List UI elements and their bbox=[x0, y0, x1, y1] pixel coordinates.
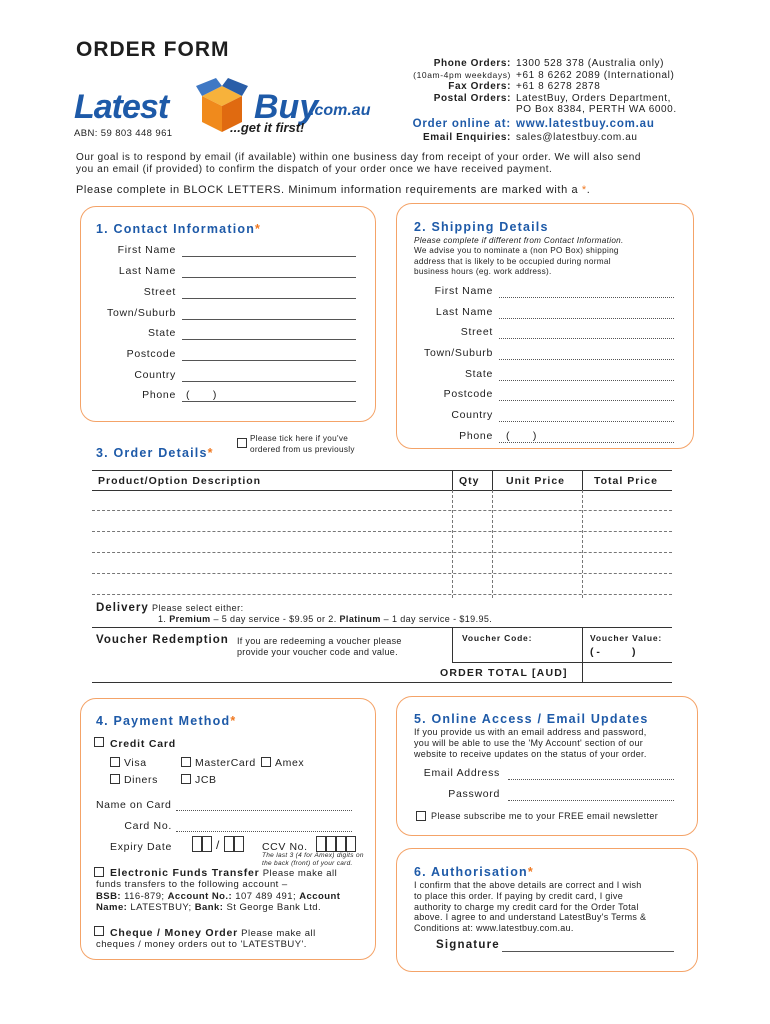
ship-state-field[interactable] bbox=[499, 380, 674, 381]
card-no-label: Card No. bbox=[124, 820, 172, 832]
phone-orders-label: Phone Orders: bbox=[433, 58, 511, 69]
ship-country-field[interactable] bbox=[499, 421, 674, 422]
mastercard-label: MasterCard bbox=[195, 757, 256, 769]
contact-street-label: Street bbox=[143, 286, 176, 298]
expiry-month-digit-2[interactable] bbox=[202, 836, 212, 852]
contact-info-title: 1. Contact Information bbox=[96, 222, 256, 236]
logo-word-latest: Latest bbox=[74, 88, 169, 126]
logo-word-buy: Buy bbox=[254, 88, 319, 126]
delivery-option-suffix: – 1 day service - $19.95. bbox=[380, 614, 493, 624]
abn: ABN: 59 803 448 961 bbox=[74, 128, 173, 139]
voucher-value-field[interactable]: ( - ) bbox=[590, 646, 636, 658]
expiry-date-label: Expiry Date bbox=[110, 841, 172, 853]
order-table bbox=[92, 470, 672, 598]
expiry-month-digit-1[interactable] bbox=[192, 836, 202, 852]
eft-line-1: funds transfers to the following account – bbox=[96, 879, 288, 890]
ccv-digit-3[interactable] bbox=[336, 836, 346, 852]
contact-postcode-field[interactable] bbox=[182, 360, 356, 361]
order-online-label: Order online at: bbox=[412, 118, 511, 130]
cheque-title: Cheque / Money Order bbox=[110, 927, 239, 939]
eft-title: Electronic Funds Transfer bbox=[110, 867, 260, 879]
required-asterisk: * bbox=[581, 184, 587, 196]
email-enquiries-label: Email Enquiries: bbox=[423, 132, 511, 143]
expiry-year-digit-1[interactable] bbox=[224, 836, 234, 852]
fax-orders-label: Fax Orders: bbox=[448, 81, 511, 93]
password-label: Password bbox=[448, 788, 500, 800]
ordered-before-line-2: ordered from us previously bbox=[250, 444, 355, 454]
credit-card-checkbox[interactable] bbox=[94, 737, 104, 747]
cheque-note: Please make all bbox=[241, 928, 316, 939]
account-name-label-1: Account bbox=[299, 890, 341, 902]
card-no-field[interactable] bbox=[176, 831, 352, 832]
contact-phone-area-code: ( ) bbox=[186, 389, 217, 401]
ccv-note-1: The last 3 (4 for Amex) digits on bbox=[262, 852, 364, 859]
shipping-note-4: business hours (eg. work address). bbox=[414, 267, 552, 276]
mastercard-checkbox[interactable] bbox=[181, 757, 191, 767]
account-name-value: LATESTBUY; bbox=[130, 902, 192, 913]
intro-line-2: you an email (if provided) to confirm the dispatch of your order once we have received payment. bbox=[76, 164, 553, 176]
contact-town-label: Town/Suburb bbox=[107, 307, 176, 319]
authorisation-title: 6. Authorisation bbox=[414, 865, 528, 879]
name-on-card-label: Name on Card bbox=[96, 799, 172, 811]
postal-orders-label: Postal Orders: bbox=[433, 92, 511, 104]
ccv-digit-2[interactable] bbox=[326, 836, 336, 852]
ccv-digit-1[interactable] bbox=[316, 836, 326, 852]
ship-last-name-label: Last Name bbox=[435, 306, 493, 318]
block-letters-note: Please complete in BLOCK LETTERS. Minimum information requirements are marked with a bbox=[76, 184, 579, 196]
voucher-code-field[interactable] bbox=[458, 644, 578, 658]
ship-town-field[interactable] bbox=[499, 359, 674, 360]
cheque-checkbox[interactable] bbox=[94, 926, 104, 936]
shipping-note-1: Please complete if different from Contact Information. bbox=[414, 236, 624, 245]
newsletter-label: Please subscribe me to your FREE email newsletter bbox=[431, 811, 659, 821]
page-title: ORDER FORM bbox=[76, 38, 230, 61]
table-row[interactable] bbox=[92, 573, 672, 574]
credit-card-label: Credit Card bbox=[110, 738, 176, 750]
online-access-title: 5. Online Access / Email Updates bbox=[414, 712, 649, 726]
bank-value: St George Bank Ltd. bbox=[226, 902, 322, 913]
order-total-label: ORDER TOTAL [AUD] bbox=[440, 667, 568, 679]
ccv-label: CCV No. bbox=[262, 841, 308, 853]
table-row[interactable] bbox=[92, 510, 672, 511]
ship-town-label: Town/Suburb bbox=[424, 347, 493, 359]
authorisation-line-5: Conditions at: www.latestbuy.com.au. bbox=[414, 923, 574, 934]
postal-value-1: LatestBuy, Orders Department, bbox=[516, 92, 672, 104]
newsletter-checkbox[interactable] bbox=[416, 811, 426, 821]
order-total-field[interactable] bbox=[584, 664, 672, 680]
ordered-before-line-1: Please tick here if you've bbox=[250, 434, 349, 443]
delivery-select-note: Please select either: bbox=[152, 603, 244, 613]
jcb-label: JCB bbox=[195, 774, 217, 786]
voucher-value-label: Voucher Value: bbox=[590, 633, 662, 643]
email-address-label: Email Address bbox=[423, 767, 500, 779]
contact-last-name-field[interactable] bbox=[182, 277, 356, 278]
name-on-card-field[interactable] bbox=[176, 810, 352, 811]
voucher-code-label: Voucher Code: bbox=[462, 633, 533, 643]
account-no-label: Account No.: bbox=[167, 890, 233, 902]
delivery-option-prefix: 1. bbox=[158, 614, 170, 624]
contact-town-field[interactable] bbox=[182, 319, 356, 320]
contact-info-asterisk: * bbox=[255, 222, 262, 236]
col-header-total-price: Total Price bbox=[594, 475, 658, 487]
signature-field[interactable] bbox=[502, 951, 674, 952]
ship-phone-field[interactable] bbox=[499, 442, 674, 443]
account-name-label-2: Name: bbox=[96, 902, 128, 913]
authorisation-line-1: I confirm that the above details are correct and I wish bbox=[414, 880, 642, 890]
phone-hours: (10am-4pm weekdays) bbox=[413, 69, 511, 80]
amex-checkbox[interactable] bbox=[261, 757, 271, 767]
eft-checkbox[interactable] bbox=[94, 867, 104, 877]
diners-label: Diners bbox=[124, 774, 158, 786]
postal-value-2: PO Box 8384, PERTH WA 6000. bbox=[516, 104, 677, 116]
contact-last-name-label: Last Name bbox=[118, 265, 176, 277]
delivery-platinum[interactable]: Platinum bbox=[339, 614, 381, 624]
authorisation-asterisk: * bbox=[527, 865, 534, 879]
contact-phone-field[interactable] bbox=[182, 401, 356, 402]
visa-label: Visa bbox=[124, 757, 147, 769]
order-online-link[interactable]: www.latestbuy.com.au bbox=[516, 118, 655, 130]
authorisation-line-2: to place this order. If paying by credit card, I give bbox=[414, 890, 623, 901]
shipping-note-3: address that is likely to be occupied during normal bbox=[414, 256, 611, 266]
authorisation-line-3: authority to charge my credit card for the Order Total bbox=[414, 901, 639, 912]
contact-state-field[interactable] bbox=[182, 339, 356, 340]
online-access-line-2: you will be able to use the 'My Account' section of our bbox=[414, 737, 644, 748]
ordered-before-checkbox[interactable] bbox=[237, 438, 247, 448]
ship-last-name-field[interactable] bbox=[499, 318, 674, 319]
visa-checkbox[interactable] bbox=[110, 757, 120, 767]
email-address-field[interactable] bbox=[508, 779, 674, 780]
ship-country-label: Country bbox=[451, 409, 493, 421]
contact-postcode-label: Postcode bbox=[126, 348, 176, 360]
ship-street-label: Street bbox=[460, 326, 493, 338]
eft-note: Please make all bbox=[262, 868, 338, 879]
payment-asterisk: * bbox=[230, 714, 237, 728]
signature-label: Signature bbox=[436, 939, 500, 951]
online-access-line-1: If you provide us with an email address and password, bbox=[414, 727, 647, 737]
shipping-note-2: We advise you to nominate a (non PO Box) shipping bbox=[414, 246, 619, 255]
shipping-title: 2. Shipping Details bbox=[414, 220, 549, 234]
online-access-line-3: website to receive updates on the status of your order. bbox=[414, 748, 647, 759]
ship-street-field[interactable] bbox=[499, 338, 674, 339]
contact-first-name-field[interactable] bbox=[182, 256, 356, 257]
ship-postcode-label: Postcode bbox=[443, 388, 493, 400]
table-row[interactable] bbox=[92, 594, 672, 595]
contact-phone-label: Phone bbox=[142, 389, 176, 401]
ship-state-label: State bbox=[464, 368, 493, 380]
ccv-note-2: the back (front) of your card. bbox=[262, 860, 353, 867]
order-details-title: 3. Order Details bbox=[96, 446, 208, 460]
voucher-note-1: If you are redeeming a voucher please bbox=[237, 636, 402, 646]
voucher-note-2: provide your voucher code and value. bbox=[237, 647, 398, 657]
jcb-checkbox[interactable] bbox=[181, 774, 191, 784]
order-details-asterisk: * bbox=[207, 446, 214, 460]
contact-state-label: State bbox=[147, 327, 176, 339]
table-row[interactable] bbox=[92, 552, 672, 553]
delivery-premium[interactable]: Premium bbox=[169, 614, 211, 624]
ccv-digit-4[interactable] bbox=[346, 836, 356, 852]
password-field[interactable] bbox=[508, 800, 674, 801]
diners-checkbox[interactable] bbox=[110, 774, 120, 784]
ship-postcode-field[interactable] bbox=[499, 400, 674, 401]
delivery-option-middle: – 5 day service - $9.95 or 2. bbox=[210, 614, 340, 624]
account-no-value: 107 489 491; bbox=[235, 890, 297, 902]
payment-title: 4. Payment Method bbox=[96, 714, 231, 728]
contact-street-field[interactable] bbox=[182, 298, 356, 299]
contact-country-label: Country bbox=[134, 369, 176, 381]
table-row[interactable] bbox=[92, 531, 672, 532]
bsb-label: BSB: bbox=[96, 890, 122, 902]
delivery-label: Delivery bbox=[96, 602, 149, 614]
authorisation-line-4: above. I agree to and understand LatestBuy's Terms & bbox=[414, 912, 647, 923]
col-header-description: Product/Option Description bbox=[98, 475, 262, 487]
ship-first-name-field[interactable] bbox=[499, 297, 674, 298]
cheque-line-2: cheques / money orders out to 'LATESTBUY'. bbox=[96, 939, 307, 950]
bank-label: Bank: bbox=[194, 902, 224, 913]
phone-value-1: 1300 528 378 (Australia only) bbox=[516, 58, 665, 69]
phone-value-2: +61 8 6262 2089 (International) bbox=[516, 69, 675, 81]
expiry-slash: / bbox=[216, 838, 220, 852]
contact-country-field[interactable] bbox=[182, 381, 356, 382]
ship-phone-area-code: ( ) bbox=[506, 430, 537, 442]
expiry-year-digit-2[interactable] bbox=[234, 836, 244, 852]
amex-label: Amex bbox=[275, 757, 305, 769]
block-letters-period: . bbox=[586, 184, 591, 196]
logo-tagline: ...get it first! bbox=[230, 120, 305, 135]
voucher-label: Voucher Redemption bbox=[96, 634, 229, 646]
col-header-unit-price: Unit Price bbox=[506, 475, 566, 487]
ship-first-name-label: First Name bbox=[434, 285, 493, 297]
email-enquiries-link[interactable]: sales@latestbuy.com.au bbox=[516, 132, 638, 143]
fax-value: +61 8 6278 2878 bbox=[516, 81, 601, 93]
contact-first-name-label: First Name bbox=[117, 244, 176, 256]
col-header-qty: Qty bbox=[459, 475, 480, 487]
ship-phone-label: Phone bbox=[459, 430, 493, 442]
bsb-value: 116-879; bbox=[124, 890, 165, 902]
logo-domain: .com.au bbox=[310, 102, 371, 119]
intro-line-1: Our goal is to respond by email (if available) within one business day from receipt of your order. We will also send bbox=[76, 152, 641, 163]
